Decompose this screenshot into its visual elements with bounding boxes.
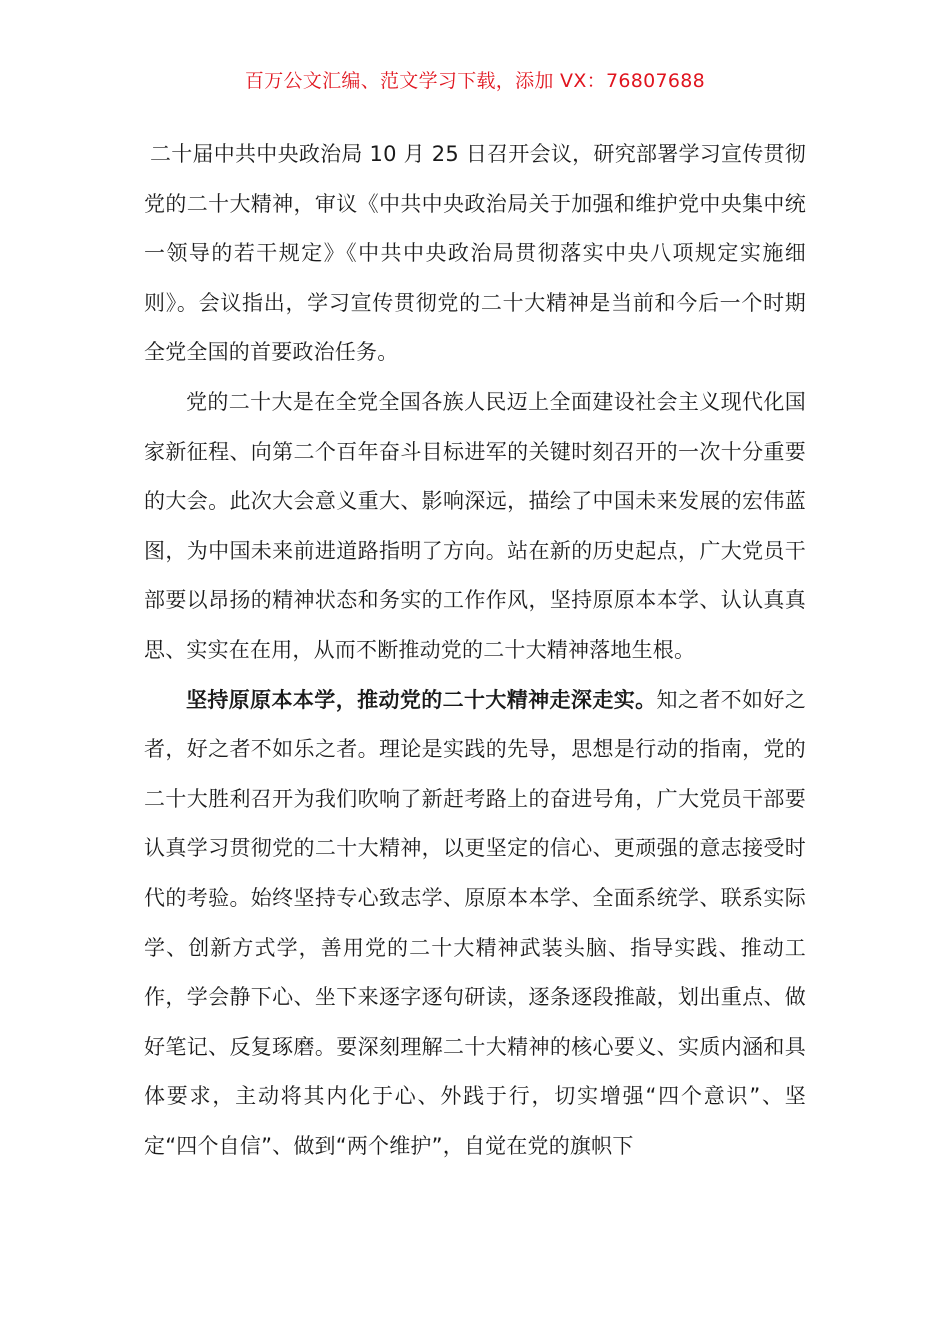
paragraph-3-heading: 坚持原原本本学，推动党的二十大精神走深走实。 [186,687,657,712]
paragraph-1 [144,130,806,378]
paragraph-1-text: 二十届中共中央政治局 10 月 25 日召开会议，研究部署学习宣传贯彻党的二十大精神，审议《中共中央政治局关于加强和维护党中央集中统一领导的若干规定》《中共中央政治局贯彻落实中央八项规定实施细则》。会议指出，学习宣传贯彻党的二十大精神是当前和今后一个时期全党全国的首要政治任务。 [144,142,806,365]
paragraph-2-text: 党的二十大是在全党全国各族人民迈上全面建设社会主义现代化国家新征程、向第二个百年奋斗目标进军的关键时刻召开的一次十分重要的大会。此次大会意义重大、影响深远，描绘了中国未来发展的宏伟蓝图，为中国未来前进道路指明了方向。站在新的历史起点，广大党员干部要以昂扬的精神状态和务实的工作作风，坚持原原本本学、认认真真思、实实在在用，从而不断推动党的二十大精神落地生根。 [144,389,806,662]
paragraph-3 [144,676,806,1172]
document-body [144,130,806,1171]
watermark-header: 百万公文汇编、范文学习下载，添加 VX：76807688 [244,70,706,92]
paragraph-2 [144,378,806,676]
paragraph-3-text: 知之者不如好之者，好之者不如乐之者。理论是实践的先导，思想是行动的指南，党的二十大胜利召开为我们吹响了新赶考路上的奋进号角，广大党员干部要认真学习贯彻党的二十大精神，以更坚定的信心、更顽强的意志接受时代的考验。始终坚持专心致志学、原原本本学、全面系统学、联系实际学、创新方式学，善用党的二十大精神武装头脑、指导实践、推动工作，学会静下心、坐下来逐字逐句研读，逐条逐段推敲，划出重点、做好笔记、反复琢磨。要深刻理解二十大精神的核心要义、实质内涵和具体要求，主动将其内化于心、外践于行，切实增强“四个意识”、坚定“四个自信”、做到“两个维护”，自觉在党的旗帜下 [144,687,806,1158]
